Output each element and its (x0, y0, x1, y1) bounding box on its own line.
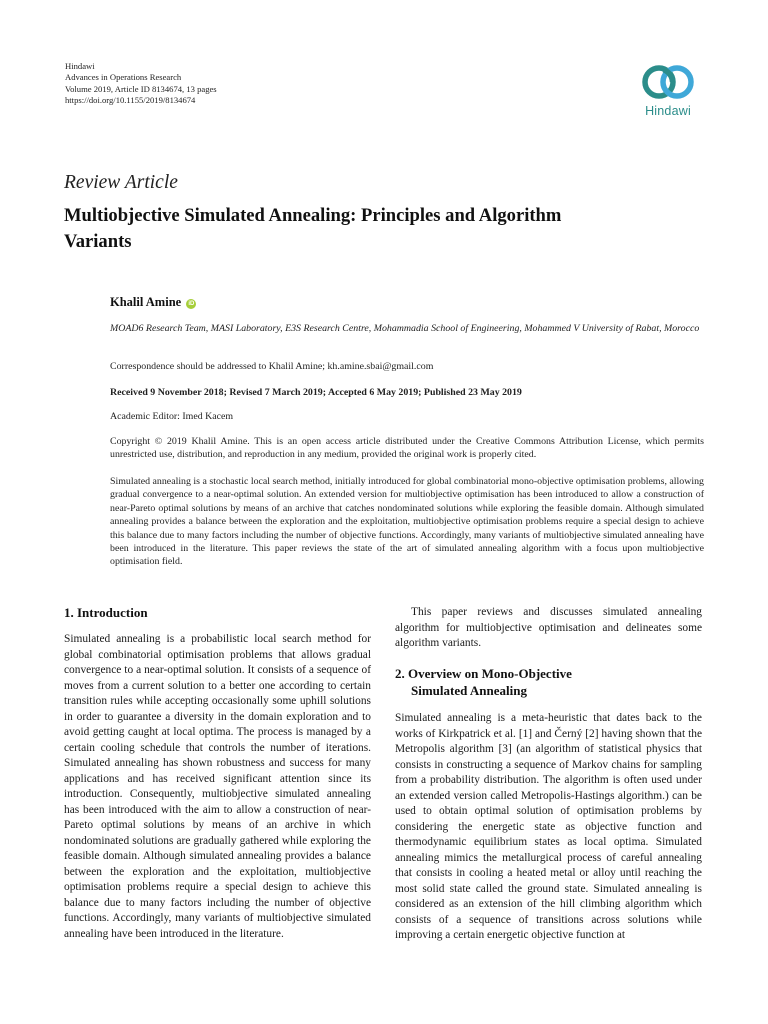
overview-heading-line2: Simulated Annealing (411, 683, 527, 698)
article-title: Multiobjective Simulated Annealing: Principles and Algorithm Variants (64, 205, 562, 252)
copyright-notice: Copyright © 2019 Khalil Amine. This is an open access article distributed under the Creative Commons Attribution License, which permits unrestricted use, distribution, and reproduction in any medium, provided the original work is properly cited. (110, 436, 704, 461)
overview-heading-line1: 2. Overview on Mono-Objective (395, 666, 572, 681)
affiliation: MOAD6 Research Team, MASI Laboratory, E3S Research Centre, Mohammadia School of Engineering, Mohammed V University of Rabat, Morocco (110, 323, 700, 334)
author (110, 295, 196, 310)
academic-editor: Academic Editor: Imed Kacem (110, 411, 234, 422)
journal-info (65, 61, 217, 107)
author-name: Khalil Amine (110, 295, 182, 309)
hindawi-logo (630, 62, 706, 118)
doi-link[interactable]: https://doi.org/10.1155/2019/8134674 (65, 95, 196, 106)
publisher-name: Hindawi (65, 61, 95, 71)
correspondence: Correspondence should be addressed to Khalil Amine; kh.amine.sbai@gmail.com (110, 361, 434, 372)
introduction-text: Simulated annealing is a probabilistic local search method for global combinatorial optimisation problems that allows gradual convergence to a near-optimal solution. It consists of a sequence of moves from a current solution to a better one according to certain transition rules while accepting occasionally some uphill solutions in order to guarantee a diversity in the domain exploration and to avoid getting caught at local optima. The process is managed by a certain cooling schedule that controls the number of iterations. Simulated annealing has shown robustness and success for many applications and has received significant attention since its introduction. Consequently, multiobjective simulated annealing has been introduced with the aim to allow a construction of near-Pareto optimal solutions by means of an archive in which nondominated solutions are gradually gathered while exploring the feasible domain. Although simulated annealing provides a balance between the exploration and the exploitation, multiobjective optimisation problems require a special design to achieve this balance due to many factors including the number of objective functions. Accordingly, many variants of multiobjective simulated annealing have been introduced in the literature. (64, 633, 371, 940)
overview-text: Simulated annealing is a meta-heuristic that dates back to the works of Kirkpatrick et al. [1] and Černý [2] having shown that the Metropolis algorithm [3] (an algorithm of statistical physics that consists in constructing a sequence of Markov chains for sampling from a probability distribution. The algorithm is often used under an extended version called Metropolis-Hastings algorithm.) can be used to obtain optimal solution of optimisation problems by considering the energetic state as objective function and thermodynamic equilibrium states as local optima. Simulated annealing mimics the metallurgical process of careful annealing that consists in cooling a heated metal or alloy until reaching the most solid state called the ground state. Simulated annealing is considered as an extension of the hill climbing algorithm which consists of a sequence of transitions across solutions while improving a certain energetic objective function at (395, 712, 702, 941)
section-heading-introduction: 1. Introduction (64, 605, 148, 620)
paper-scope-paragraph: This paper reviews and discusses simulated annealing algorithm for multiobjective optimisation and delineates some algorithm variants. (395, 606, 702, 649)
journal-name: Advances in Operations Research (65, 72, 182, 83)
journal-volume: Volume 2019, Article ID 8134674, 13 pages (65, 83, 217, 94)
orcid-icon[interactable]: iD (188, 301, 195, 307)
article-type: Review Article (64, 172, 178, 193)
abstract: Simulated annealing is a stochastic local search method, initially introduced for global combinatorial mono-objective optimisation problems, allowing gradual convergence to a near-optimal solution. An extended version for multiobjective optimisation has been introduced to allow a construction of near-Pareto optimal solutions by means of an archive that catches nondominated solutions while exploring the feasible domain. Although simulated annealing provides a balance between the exploration and the exploitation, multiobjective optimisation problems require a special design to achieve this balance due to many factors including the number of objective functions. Accordingly, many variants of multiobjective simulated annealing have been introduced in the literature. This paper reviews the state of the art of simulated annealing algorithm with a focus upon multiobjective optimisation field. (110, 476, 704, 568)
logo-text: Hindawi (645, 104, 691, 118)
hindawi-logo-icon (639, 62, 697, 102)
publication-dates: Received 9 November 2018; Revised 7 March 2019; Accepted 6 May 2019; Published 23 May 2019 (110, 387, 522, 398)
section-heading-overview (395, 665, 572, 699)
